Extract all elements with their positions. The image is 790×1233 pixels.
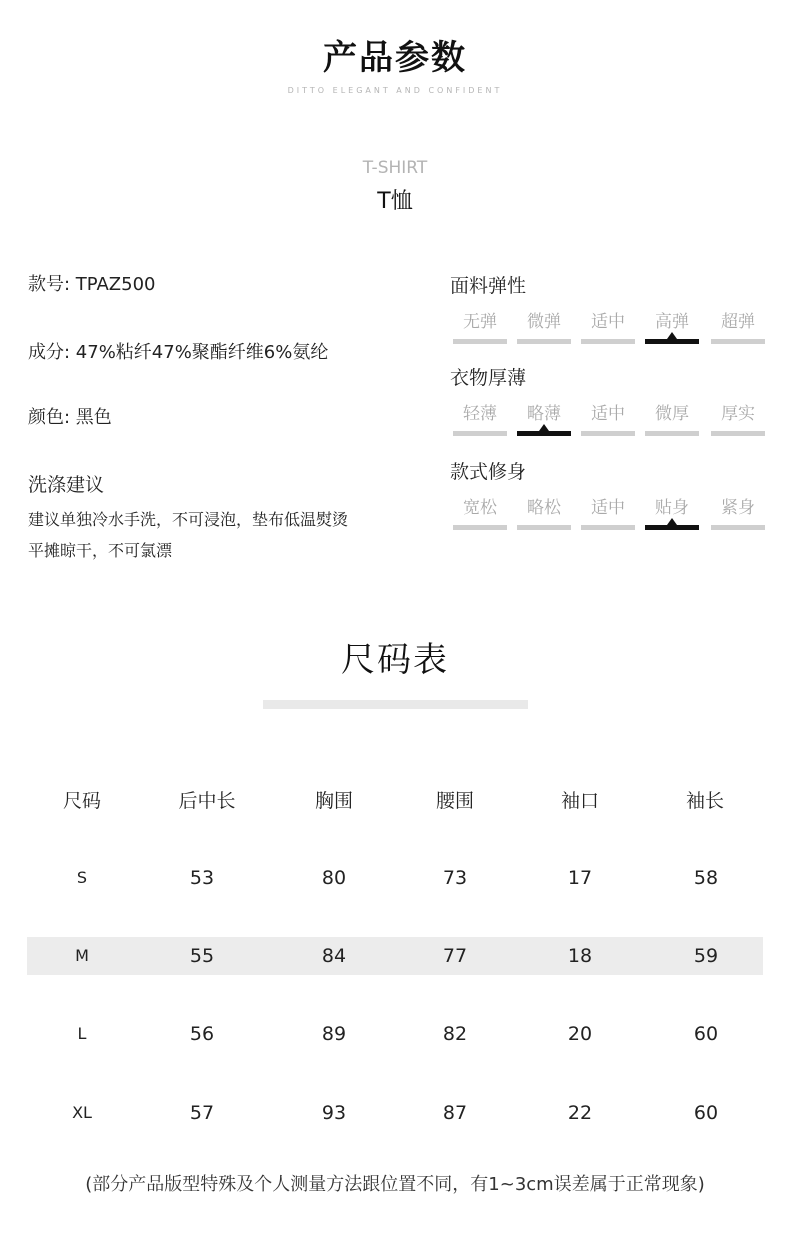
- thickness-scale: [450, 402, 770, 442]
- care-line-2: 平摊晾干，不可氯漂: [28, 541, 173, 560]
- scale-bar: [453, 431, 507, 436]
- table-header-row: [27, 782, 763, 820]
- scale-option: [453, 496, 507, 530]
- table-row: [27, 1094, 763, 1132]
- header-chest: 胸围: [314, 790, 354, 812]
- cell-back-length: 53: [189, 867, 215, 889]
- cell-size: M: [75, 946, 89, 965]
- scale-option-label: 微厚: [655, 404, 689, 424]
- category-chinese: T恤: [377, 189, 413, 214]
- elasticity-scale: [450, 310, 770, 350]
- cell-back-length: 57: [189, 1102, 215, 1124]
- scale-bar: [581, 525, 635, 530]
- scale-bar-selected: [645, 339, 699, 344]
- scale-option-label: 高弹: [655, 312, 689, 332]
- cell-waist: 77: [442, 945, 468, 967]
- attr-title-elasticity: 面料弹性: [450, 275, 527, 297]
- scale-option-label: 超弹: [721, 312, 755, 332]
- scale-option-label: 紧身: [721, 498, 755, 518]
- cell-cuff: 22: [567, 1102, 593, 1124]
- scale-bar-selected: [645, 525, 699, 530]
- scale-option: [517, 310, 571, 344]
- scale-option: [711, 496, 765, 530]
- scale-option: [453, 402, 507, 436]
- cell-chest: 93: [321, 1102, 347, 1124]
- cell-sleeve-length: 60: [693, 1102, 719, 1124]
- scale-bar: [453, 339, 507, 344]
- fit-scale: [450, 496, 770, 536]
- header-waist: 腰围: [435, 790, 475, 812]
- table-row: [27, 1015, 763, 1053]
- scale-option: [711, 310, 765, 344]
- cell-waist: 87: [442, 1102, 468, 1124]
- selection-marker-icon: [667, 332, 677, 339]
- cell-sleeve-length: 58: [693, 867, 719, 889]
- scale-bar: [645, 431, 699, 436]
- cell-waist: 73: [442, 867, 468, 889]
- table-row: [27, 937, 763, 975]
- scale-option-label: 适中: [591, 312, 625, 332]
- care-title: 洗涤建议: [28, 474, 105, 496]
- cell-cuff: 20: [567, 1023, 593, 1045]
- model-number: 款号: TPAZ500: [28, 274, 156, 295]
- attr-title-fit: 款式修身: [450, 461, 527, 483]
- selection-marker-icon: [667, 518, 677, 525]
- header-cuff: 袖口: [560, 790, 600, 812]
- header-back-length: 后中长: [178, 790, 236, 812]
- scale-option: [517, 496, 571, 530]
- scale-option-label: 略松: [527, 498, 561, 518]
- scale-bar: [581, 431, 635, 436]
- scale-option-label: 轻薄: [463, 404, 497, 424]
- table-row: [27, 859, 763, 897]
- cell-chest: 80: [321, 867, 347, 889]
- scale-option-label: 适中: [591, 498, 625, 518]
- cell-cuff: 18: [567, 945, 593, 967]
- measurement-note: (部分产品版型特殊及个人测量方法跟位置不同，有1~3cm误差属于正常现象): [85, 1174, 705, 1195]
- scale-bar-selected: [517, 431, 571, 436]
- care-line-1: 建议单独冷水手洗，不可浸泡，垫布低温熨烫: [28, 510, 349, 529]
- scale-option: [581, 310, 635, 344]
- scale-option: [711, 402, 765, 436]
- attr-title-thickness: 衣物厚薄: [450, 367, 527, 389]
- selection-marker-icon: [539, 424, 549, 431]
- cell-size: XL: [72, 1103, 92, 1122]
- cell-back-length: 55: [189, 945, 215, 967]
- scale-option: [645, 496, 699, 530]
- scale-option: [645, 310, 699, 344]
- cell-waist: 82: [442, 1023, 468, 1045]
- scale-bar: [517, 339, 571, 344]
- scale-option: [517, 402, 571, 436]
- scale-option-label: 无弹: [463, 312, 497, 332]
- scale-option: [581, 402, 635, 436]
- page-subtitle: DITTO ELEGANT AND CONFIDENT: [287, 86, 503, 95]
- scale-bar: [711, 431, 765, 436]
- scale-option-label: 贴身: [655, 498, 689, 518]
- scale-bar: [711, 525, 765, 530]
- scale-option-label: 微弹: [527, 312, 561, 332]
- category-english: T-SHIRT: [362, 158, 428, 178]
- cell-sleeve-length: 59: [693, 945, 719, 967]
- cell-chest: 89: [321, 1023, 347, 1045]
- scale-bar: [517, 525, 571, 530]
- cell-size: L: [77, 1024, 87, 1043]
- page-title: 产品参数: [323, 38, 467, 78]
- scale-option: [453, 310, 507, 344]
- cell-sleeve-length: 60: [693, 1023, 719, 1045]
- cell-size: S: [76, 868, 88, 887]
- cell-cuff: 17: [567, 867, 593, 889]
- scale-option: [581, 496, 635, 530]
- scale-option-label: 略薄: [527, 404, 561, 424]
- scale-bar: [711, 339, 765, 344]
- scale-option-label: 厚实: [721, 404, 755, 424]
- scale-option: [645, 402, 699, 436]
- cell-chest: 84: [321, 945, 347, 967]
- color: 颜色: 黑色: [28, 407, 112, 428]
- composition: 成分: 47%粘纤47%聚酯纤维6%氨纶: [28, 342, 329, 363]
- cell-back-length: 56: [189, 1023, 215, 1045]
- title-divider: [263, 700, 528, 709]
- scale-option-label: 宽松: [463, 498, 497, 518]
- size-chart-title: 尺码表: [341, 640, 449, 680]
- scale-bar: [453, 525, 507, 530]
- scale-bar: [581, 339, 635, 344]
- scale-option-label: 适中: [591, 404, 625, 424]
- header-size: 尺码: [62, 790, 102, 812]
- header-sleeve-length: 袖长: [685, 790, 725, 812]
